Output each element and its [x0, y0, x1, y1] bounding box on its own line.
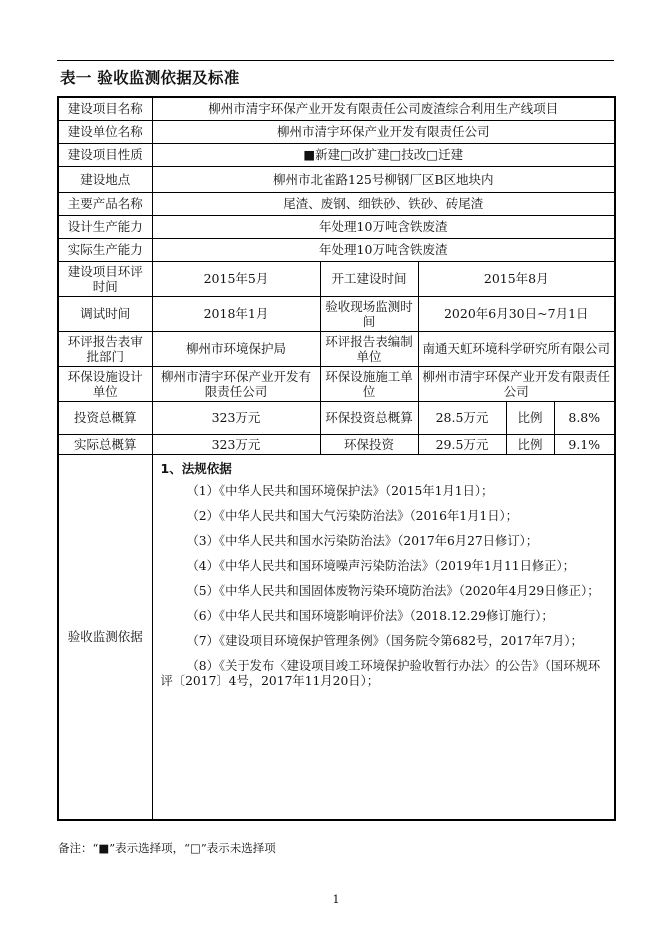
table-row: [58, 166, 615, 192]
ratio-value: 8.8%: [554, 401, 615, 434]
basis-label: 验收监测依据: [58, 454, 152, 820]
row-label: 建设单位名称: [58, 120, 152, 143]
row-label: 建设项目名称: [58, 97, 152, 120]
table-row: [58, 296, 615, 331]
row-value: 柳州市北雀路125号柳钢厂区B区地块内: [152, 166, 615, 192]
table-row: [58, 143, 615, 166]
monitor-time-value: 2020年6月30日~7月1日: [418, 296, 615, 331]
page-number: 1: [332, 893, 340, 906]
table-row: [58, 454, 615, 820]
ratio-value: 9.1%: [554, 434, 615, 454]
law-item: （5）《中华人民共和国固体废物污染环境防治法》（2020年4月29日修正）；: [186, 583, 600, 598]
approval-dept-label: 环评报告表审批部门: [58, 331, 152, 366]
monitor-time-label: 验收现场监测时间: [320, 296, 418, 331]
law-item: （7）《建设项目环境保护管理条例》（国务院令第682号，2017年7月）；: [186, 633, 583, 648]
row-value: 柳州市清宇环保产业开发有限责任公司: [152, 120, 615, 143]
compile-unit-value: 南通天虹环境科学研究所有限公司: [418, 331, 615, 366]
law-item: （2）《中华人民共和国大气污染防治法》（2016年1月1日）；: [186, 508, 518, 523]
acceptance-table: [57, 96, 616, 821]
env-actual-value: 29.5万元: [418, 434, 506, 454]
construct-unit-value: 柳州市清宇环保产业开发有限责任公司: [418, 366, 615, 401]
row-value: 年处理10万吨含铁废渣: [152, 215, 615, 238]
row-value: 年处理10万吨含铁废渣: [152, 238, 615, 261]
row-label: 设计生产能力: [58, 215, 152, 238]
table-row: [58, 331, 615, 366]
approval-dept-value: 柳州市环境保护局: [152, 331, 320, 366]
table-row: [58, 120, 615, 143]
table-row: [58, 261, 615, 296]
table-row: [58, 401, 615, 434]
budget-value: 323万元: [152, 401, 320, 434]
debug-time-value: 2018年1月: [152, 296, 320, 331]
start-time-label: 开工建设时间: [320, 261, 418, 296]
row-value: 尾渣、废钢、细铁砂、铁砂、砖尾渣: [152, 192, 615, 215]
row-label: 建设地点: [58, 166, 152, 192]
budget-label: 投资总概算: [58, 401, 152, 434]
project-nature-options: ■新建□改扩建□技改□迁建: [152, 143, 615, 166]
page-title: 表一 验收监测依据及标准: [60, 69, 240, 87]
table-row: [58, 192, 615, 215]
design-unit-value: 柳州市清宇环保产业开发有限责任公司: [152, 366, 320, 401]
law-item: （8）《关于发布〈建设项目竣工环境保护验收暂行办法〉的公告》（国环规环评〔2017〕4号，2017年11月20日）；: [160, 658, 601, 688]
actual-value: 323万元: [152, 434, 320, 454]
law-item: （1）《中华人民共和国环境保护法》（2015年1月1日）；: [186, 483, 494, 498]
law-item: （3）《中华人民共和国水污染防治法》（2017年6月27日修订）；: [186, 533, 539, 548]
row-label: 实际生产能力: [58, 238, 152, 261]
header-rule: [57, 60, 614, 61]
table-row: [58, 97, 615, 120]
actual-label: 实际总概算: [58, 434, 152, 454]
row-label: 建设项目性质: [58, 143, 152, 166]
design-unit-label: 环保设施设计单位: [58, 366, 152, 401]
env-budget-value: 28.5万元: [418, 401, 506, 434]
ratio-label: 比例: [506, 401, 554, 434]
table-row: [58, 215, 615, 238]
basis-heading: 1、法规依据: [160, 460, 232, 476]
debug-time-label: 调试时间: [58, 296, 152, 331]
table-row: [58, 366, 615, 401]
env-budget-label: 环保投资总概算: [320, 401, 418, 434]
env-actual-label: 环保投资: [320, 434, 418, 454]
row-value: 柳州市清宇环保产业开发有限责任公司废渣综合利用生产线项目: [152, 97, 615, 120]
construct-unit-label: 环保设施施工单位: [320, 366, 418, 401]
ratio-label: 比例: [506, 434, 554, 454]
start-time-value: 2015年8月: [418, 261, 615, 296]
law-item: （6）《中华人民共和国环境影响评价法》（2018.12.29修订施行）；: [186, 608, 554, 623]
eia-time-label: 建设项目环评时间: [58, 261, 152, 296]
eia-time-value: 2015年5月: [152, 261, 320, 296]
table-row: [58, 434, 615, 454]
basis-content: [152, 454, 615, 820]
compile-unit-label: 环评报告表编制单位: [320, 331, 418, 366]
footnote: 备注：“■”表示选择项，“□”表示未选择项: [58, 841, 276, 855]
law-item: （4）《中华人民共和国环境噪声污染防治法》（2019年1月11日修正）；: [186, 558, 575, 573]
table-row: [58, 238, 615, 261]
row-label: 主要产品名称: [58, 192, 152, 215]
